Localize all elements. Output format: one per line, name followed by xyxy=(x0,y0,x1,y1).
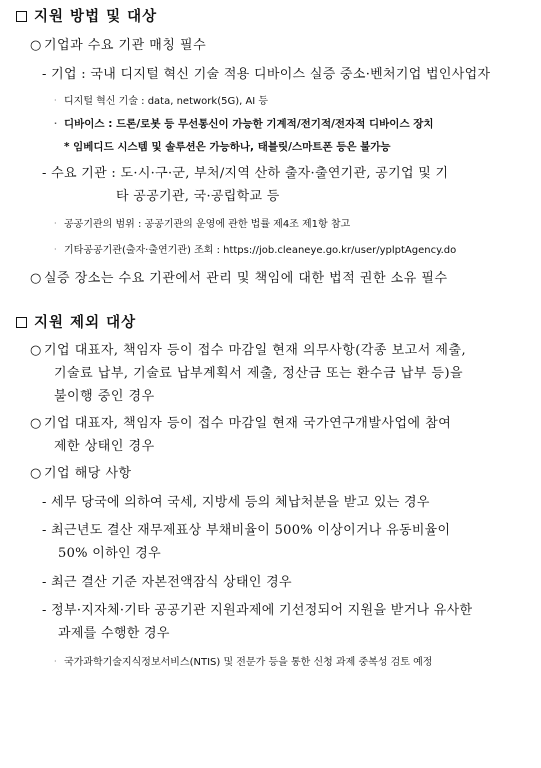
list-item: · 디바이스 : 드론/로봇 등 무선통신이 가능한 기계적/전기적/전자적 디바이스 장치 xyxy=(54,118,434,130)
list-item: - 정부·지자체·기타 공공기관 지원과제에 기선정되어 지원을 받거나 유사한 xyxy=(42,603,473,618)
circle-bullet-icon: ○ xyxy=(30,416,42,431)
list-item: ○ 기업 해당 사항 xyxy=(30,466,132,481)
circle-bullet-icon: ○ xyxy=(30,271,42,286)
list-item: ○ 기업과 수요 기관 매칭 필수 xyxy=(30,38,207,53)
list-item-continuation: 기술료 납부, 기술료 납부계획서 제출, 정산금 또는 환수금 납부 등)을 xyxy=(54,366,464,381)
dot-bullet-icon: · xyxy=(54,219,57,228)
section-heading-support: 지원 방법 및 대상 xyxy=(16,8,157,25)
list-item: ○ 기업 대표자, 책임자 등이 접수 마감일 현재 의무사항(각종 보고서 제출, xyxy=(30,343,467,358)
list-item: · 국가과학기술지식정보서비스(NTIS) 및 전문가 등을 통한 신청 과제 중복성 검토 예정 xyxy=(54,657,433,668)
list-item: · 디지털 혁신 기술 : data, network(5G), AI 등 xyxy=(54,96,269,107)
list-item: · 공공기관의 범위 : 공공기관의 운영에 관한 법률 제4조 제1항 참고 xyxy=(54,219,351,230)
list-item: - 세무 당국에 의하여 국세, 지방세 등의 체납처분을 받고 있는 경우 xyxy=(42,495,430,510)
list-item: ○ 실증 장소는 수요 기관에서 관리 및 책임에 대한 법적 권한 소유 필수 xyxy=(30,271,448,286)
list-item-continuation: 50% 이하인 경우 xyxy=(58,546,161,561)
list-item: - 기업 : 국내 디지털 혁신 기술 적용 디바이스 실증 중소·벤처기업 법인사업자 xyxy=(42,67,491,82)
list-item-continuation: 타 공공기관, 국·공립학교 등 xyxy=(116,189,280,204)
checkbox-square-icon xyxy=(16,11,27,22)
list-item: - 최근년도 결산 재무제표상 부채비율이 500% 이상이거나 유동비율이 xyxy=(42,523,451,538)
list-item-continuation: 제한 상태인 경우 xyxy=(54,439,155,454)
list-item-continuation: 과제를 수행한 경우 xyxy=(58,626,170,641)
circle-bullet-icon: ○ xyxy=(30,38,42,53)
note: * 임베디드 시스템 및 솔루션은 가능하나, 태블릿/스마트폰 등은 불가능 xyxy=(64,141,391,153)
dot-bullet-icon: · xyxy=(54,245,57,254)
list-item: · 기타공공기관(출자·출연기관) 조회 : https://job.cleaneye.go.kr/user/yplptAgency.do xyxy=(54,245,457,256)
circle-bullet-icon: ○ xyxy=(30,466,42,481)
list-item: - 최근 결산 기준 자본전액잠식 상태인 경우 xyxy=(42,575,292,590)
list-item: - 수요 기관 : 도·시·구·군, 부처/지역 산하 출자·출연기관, 공기업 및 기 xyxy=(42,166,449,181)
list-item-continuation: 불이행 중인 경우 xyxy=(54,389,155,404)
dot-bullet-icon: · xyxy=(54,96,57,105)
circle-bullet-icon: ○ xyxy=(30,343,42,358)
section-heading-exclusion: 지원 제외 대상 xyxy=(16,314,136,331)
dot-bullet-icon: · xyxy=(54,119,58,128)
checkbox-square-icon xyxy=(16,317,27,328)
list-item: ○ 기업 대표자, 책임자 등이 접수 마감일 현재 국가연구개발사업에 참여 xyxy=(30,416,452,431)
dot-bullet-icon: · xyxy=(54,657,57,666)
